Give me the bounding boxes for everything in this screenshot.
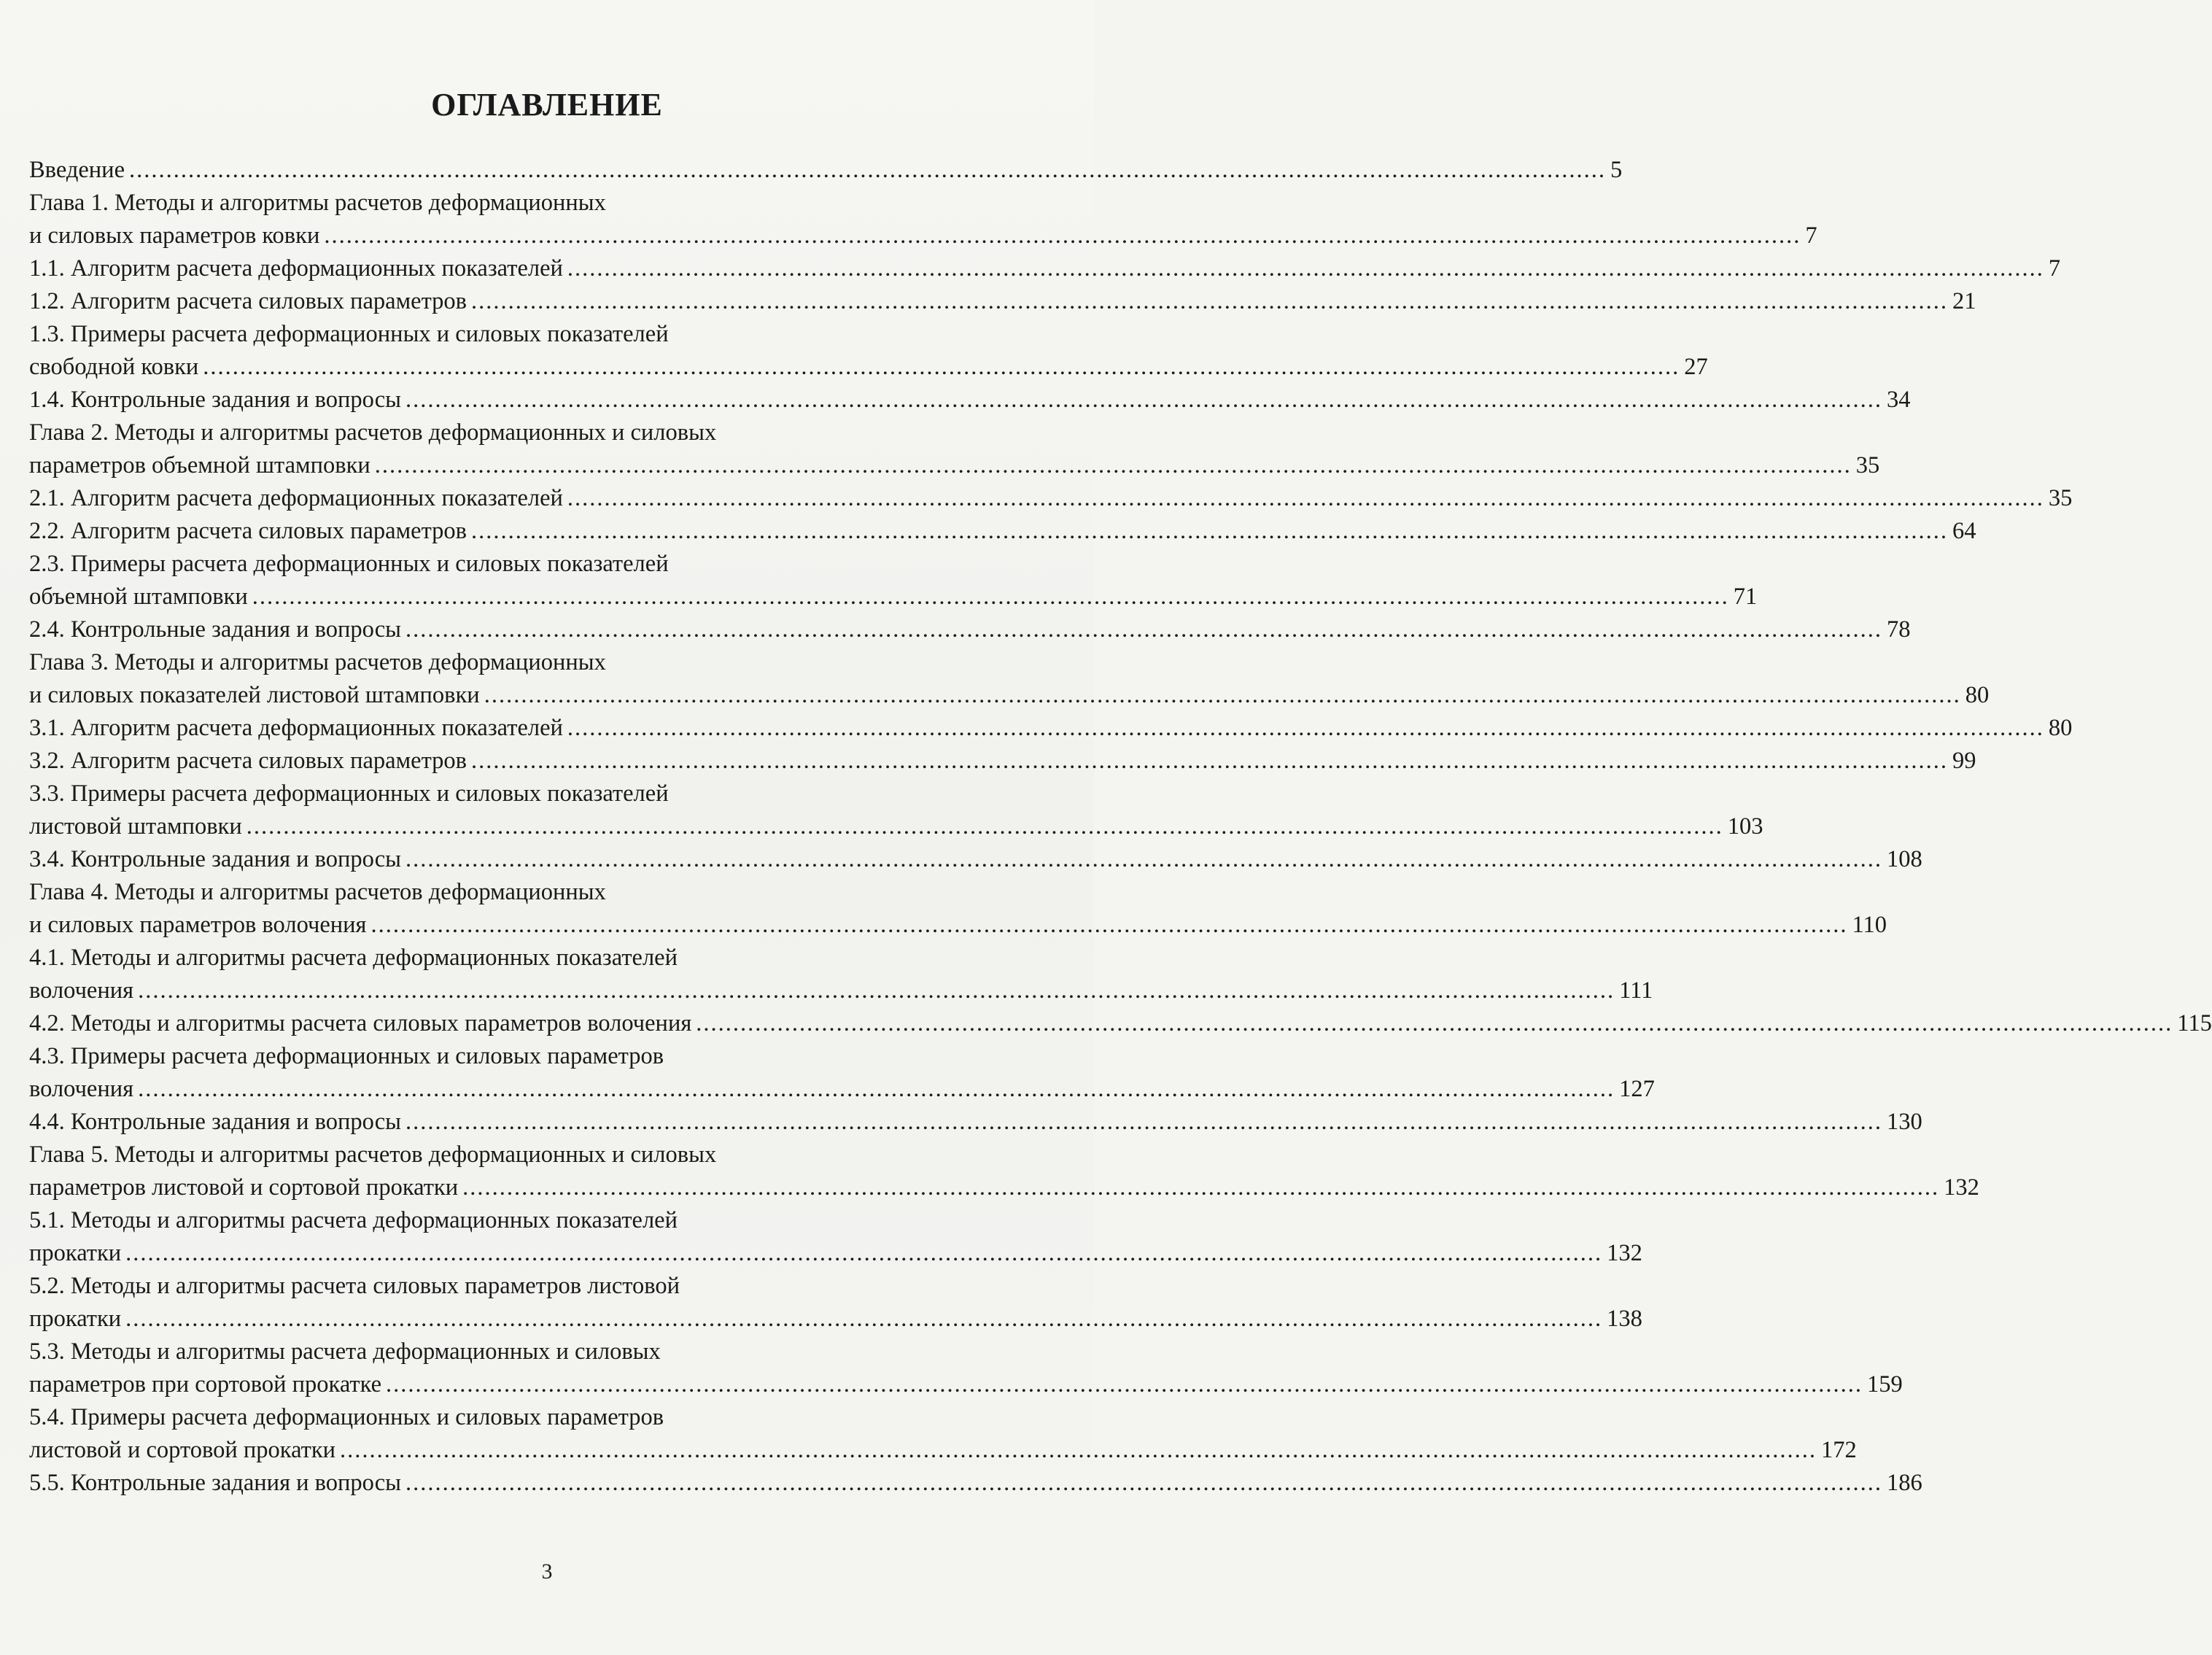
toc-entry-page: 7 (1805, 222, 1817, 249)
toc-entry-page: 138 (1607, 1306, 1642, 1332)
toc-entry-page: 80 (2048, 715, 2073, 741)
toc-entry (29, 154, 1623, 187)
toc-entry (29, 449, 1880, 482)
toc-entry-text: волочения (29, 977, 134, 1004)
toc-entry-text: листовой штамповки (29, 813, 242, 840)
toc-entry (29, 1270, 1010, 1303)
leader-dots: ........................................................................................................................................................................................................ (484, 682, 1961, 708)
leader-dots: ........................................................................................................................................................................................................ (252, 584, 1729, 610)
toc-entry (29, 1073, 1655, 1106)
toc-entry-page: 71 (1733, 584, 1758, 610)
toc-entry-page: 78 (1887, 616, 1911, 643)
toc-entry (29, 1007, 2212, 1040)
toc-entry-page: 34 (1887, 387, 1911, 413)
leader-dots: ........................................................................................................................................................................................................ (696, 1010, 2173, 1036)
leader-dots: ........................................................................................................................................................................................................ (471, 748, 1949, 774)
toc-entry (29, 384, 1911, 416)
leader-dots: ........................................................................................................................................................................................................ (462, 1174, 1940, 1201)
leader-dots: ........................................................................................................................................................................................................ (203, 354, 1680, 380)
toc-entry (29, 942, 1010, 974)
toc-entry (29, 1401, 1010, 1434)
toc-entry-page: 132 (1607, 1240, 1642, 1266)
toc-entry-text: прокатки (29, 1306, 122, 1332)
toc-entry (29, 318, 1010, 351)
toc-entry-text: 1.3. Примеры расчета деформационных и силовых показателей (29, 321, 669, 347)
leader-dots: ........................................................................................................................................................................................................ (567, 715, 2044, 741)
toc-entry-page: 35 (1855, 452, 1880, 478)
toc-entry-page: 5 (1610, 157, 1623, 183)
toc-entry (29, 712, 2073, 745)
toc-entry (29, 974, 1653, 1007)
toc-entry-text: объемной штамповки (29, 584, 248, 610)
toc-entry-page: 21 (1952, 288, 1976, 314)
leader-dots: ........................................................................................................................................................................................................ (405, 1109, 1883, 1135)
toc-entry-page: 7 (2048, 255, 2061, 282)
table-of-contents (29, 154, 2212, 1500)
toc-entry-text: 1.2. Алгоритм расчета силовых параметров (29, 288, 467, 314)
toc-entry-text: и силовых параметров ковки (29, 222, 320, 249)
toc-entry (29, 1106, 1922, 1139)
leader-dots: ........................................................................................................................................................................................................ (405, 1470, 1883, 1496)
leader-dots: ........................................................................................................................................................................................................ (567, 485, 2044, 511)
toc-entry-text: 1.4. Контрольные задания и вопросы (29, 387, 402, 413)
toc-entry (29, 285, 1976, 318)
toc-entry (29, 1139, 1010, 1171)
leader-dots: ........................................................................................................................................................................................................ (471, 518, 1949, 544)
toc-entry-text: 5.3. Методы и алгоритмы расчета деформационных и силовых (29, 1338, 661, 1365)
toc-entry-page: 103 (1727, 813, 1763, 840)
leader-dots: ........................................................................................................................................................................................................ (567, 255, 2044, 282)
toc-entry (29, 843, 1922, 876)
toc-entry-page: 27 (1684, 354, 1708, 380)
toc-entry-text: Введение (29, 157, 125, 183)
leader-dots: ........................................................................................................................................................................................................ (125, 1306, 1603, 1332)
toc-entry-page: 80 (1965, 682, 1990, 708)
leader-dots: ........................................................................................................................................................................................................ (125, 1240, 1603, 1266)
toc-entry (29, 778, 1010, 810)
toc-entry-page: 130 (1887, 1109, 1922, 1135)
toc-entry-page: 108 (1887, 846, 1922, 872)
leader-dots: ........................................................................................................................................................................................................ (370, 912, 1848, 938)
toc-entry (29, 416, 1010, 449)
page-number: 3 (541, 1559, 553, 1584)
toc-entry-page: 110 (1852, 912, 1887, 938)
toc-entry (29, 1171, 1979, 1204)
toc-entry-text: листовой и сортовой прокатки (29, 1437, 336, 1463)
toc-entry (29, 679, 1990, 712)
toc-entry-text: Глава 4. Методы и алгоритмы расчетов деформационных (29, 879, 606, 905)
toc-entry (29, 482, 2073, 515)
toc-entry (29, 1467, 1922, 1500)
leader-dots: ........................................................................................................................................................................................................ (405, 387, 1883, 413)
toc-entry (29, 1434, 1857, 1467)
toc-entry-page: 186 (1887, 1470, 1922, 1496)
toc-entry-text: волочения (29, 1076, 134, 1102)
toc-entry-text: 5.4. Примеры расчета деформационных и силовых параметров (29, 1404, 664, 1430)
toc-entry (29, 1303, 1642, 1336)
toc-entry-text: 5.2. Методы и алгоритмы расчета силовых параметров листовой (29, 1273, 680, 1299)
toc-entry (29, 581, 1758, 613)
toc-entry-text: 5.1. Методы и алгоритмы расчета деформационных показателей (29, 1207, 678, 1233)
page-title: ОГЛАВЛЕНИЕ (431, 87, 663, 123)
toc-entry-text: 2.4. Контрольные задания и вопросы (29, 616, 402, 643)
toc-entry (29, 548, 1010, 581)
toc-entry-text: параметров листовой и сортовой прокатки (29, 1174, 459, 1201)
toc-entry-text: 1.1. Алгоритм расчета деформационных показателей (29, 255, 563, 282)
toc-entry (29, 515, 1976, 548)
toc-entry (29, 613, 1911, 646)
toc-entry-text: параметров объемной штамповки (29, 452, 370, 478)
toc-entry-text: 4.1. Методы и алгоритмы расчета деформационных показателей (29, 945, 678, 971)
leader-dots: ........................................................................................................................................................................................................ (129, 157, 1606, 183)
toc-entry-page: 115 (2177, 1010, 2212, 1036)
toc-entry-text: и силовых показателей листовой штамповки (29, 682, 480, 708)
toc-entry-text: 4.4. Контрольные задания и вопросы (29, 1109, 402, 1135)
toc-entry-text: и силовых параметров волочения (29, 912, 367, 938)
toc-entry-text: 2.2. Алгоритм расчета силовых параметров (29, 518, 467, 544)
toc-entry-text: 3.1. Алгоритм расчета деформационных показателей (29, 715, 563, 741)
toc-entry-page: 159 (1867, 1371, 1903, 1398)
toc-entry-page: 172 (1821, 1437, 1857, 1463)
toc-entry-text: Глава 5. Методы и алгоритмы расчетов деформационных и силовых (29, 1142, 717, 1168)
toc-entry (29, 351, 1708, 384)
leader-dots: ........................................................................................................................................................................................................ (138, 977, 1615, 1004)
toc-entry-text: Глава 2. Методы и алгоритмы расчетов деформационных и силовых (29, 419, 717, 446)
toc-entry (29, 810, 1763, 843)
toc-entry (29, 1204, 1010, 1237)
leader-dots: ........................................................................................................................................................................................................ (246, 813, 1723, 840)
toc-entry-page: 127 (1619, 1076, 1655, 1102)
toc-entry (29, 252, 2061, 285)
toc-entry-page: 111 (1619, 977, 1653, 1004)
toc-entry (29, 646, 1010, 679)
leader-dots: ........................................................................................................................................................................................................ (324, 222, 1801, 249)
toc-entry-text: 4.2. Методы и алгоритмы расчета силовых параметров волочения (29, 1010, 692, 1036)
toc-entry (29, 1336, 1010, 1368)
toc-entry (29, 187, 1010, 220)
leader-dots: ........................................................................................................................................................................................................ (340, 1437, 1817, 1463)
toc-entry-text: 2.3. Примеры расчета деформационных и силовых показателей (29, 551, 669, 577)
toc-entry-text: Глава 3. Методы и алгоритмы расчетов деформационных (29, 649, 606, 675)
leader-dots: ........................................................................................................................................................................................................ (471, 288, 1949, 314)
toc-entry-text: прокатки (29, 1240, 122, 1266)
leader-dots: ........................................................................................................................................................................................................ (386, 1371, 1863, 1398)
toc-entry-page: 99 (1952, 748, 1976, 774)
toc-entry (29, 909, 1887, 942)
toc-entry (29, 876, 1010, 909)
leader-dots: ........................................................................................................................................................................................................ (374, 452, 1852, 478)
toc-entry-text: свободной ковки (29, 354, 199, 380)
toc-entry-text: 3.2. Алгоритм расчета силовых параметров (29, 748, 467, 774)
toc-entry-text: 4.3. Примеры расчета деформационных и силовых параметров (29, 1043, 664, 1069)
toc-entry-page: 132 (1944, 1174, 1979, 1201)
leader-dots: ........................................................................................................................................................................................................ (138, 1076, 1615, 1102)
leader-dots: ........................................................................................................................................................................................................ (405, 616, 1883, 643)
toc-entry-text: 2.1. Алгоритм расчета деформационных показателей (29, 485, 563, 511)
toc-entry-text: параметров при сортовой прокатке (29, 1371, 382, 1398)
toc-entry-page: 35 (2048, 485, 2073, 511)
toc-entry-text: 5.5. Контрольные задания и вопросы (29, 1470, 402, 1496)
toc-entry (29, 745, 1976, 778)
toc-entry-page: 64 (1952, 518, 1976, 544)
leader-dots: ........................................................................................................................................................................................................ (405, 846, 1883, 872)
toc-entry-text: 3.4. Контрольные задания и вопросы (29, 846, 402, 872)
toc-entry-text: 3.3. Примеры расчета деформационных и силовых показателей (29, 780, 669, 807)
toc-entry-text: Глава 1. Методы и алгоритмы расчетов деформационных (29, 190, 606, 216)
toc-entry (29, 220, 1817, 252)
toc-entry (29, 1368, 1903, 1401)
toc-entry (29, 1237, 1642, 1270)
toc-entry (29, 1040, 1010, 1073)
